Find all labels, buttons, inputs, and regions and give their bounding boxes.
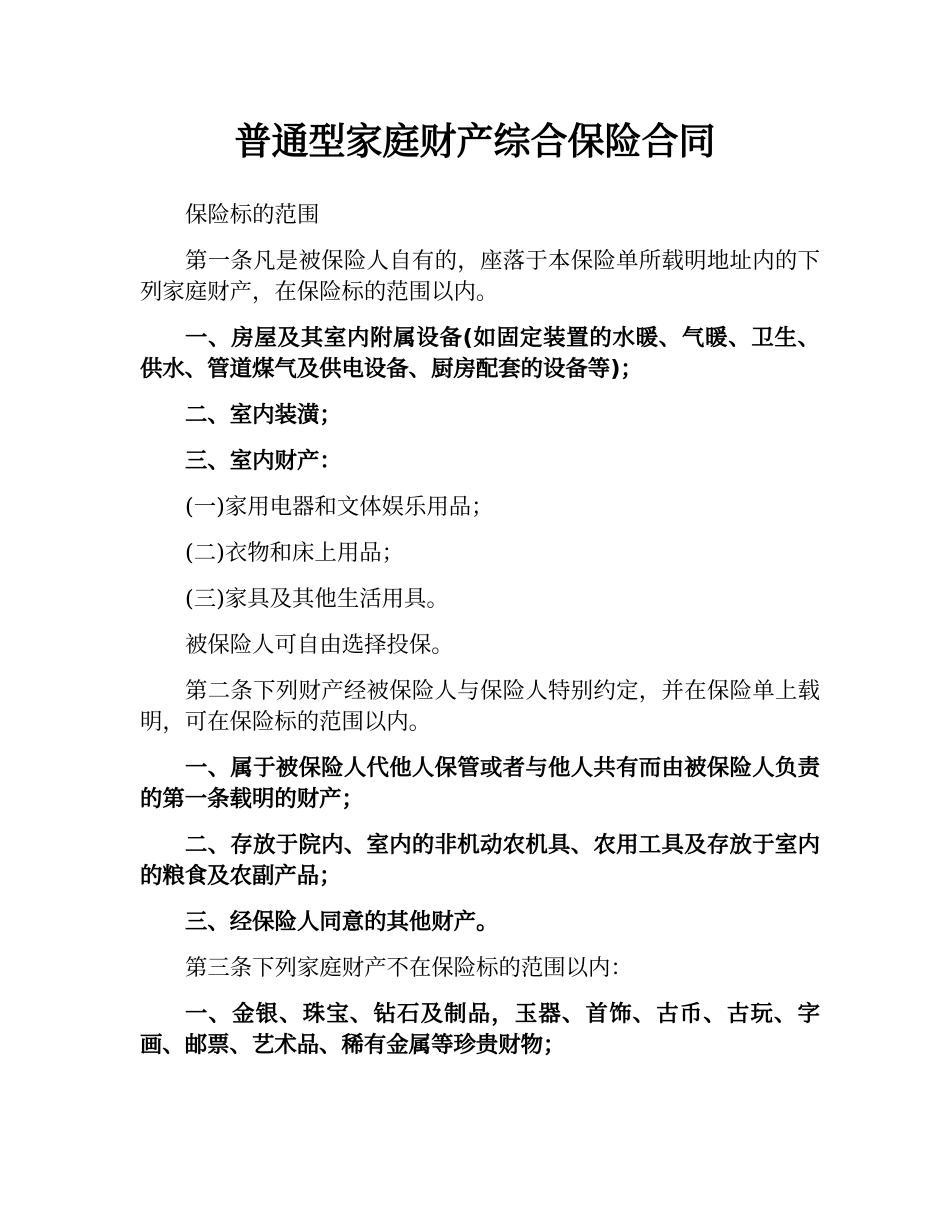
article-2-item-3: 三、经保险人同意的其他财产。 — [185, 909, 499, 935]
article-3: 第三条下列家庭财产不在保险标的范围以内： — [185, 955, 633, 981]
article-1: 第一条凡是被保险人自有的，座落于本保险单所载明地址内的下列家庭财产，在保险标的范围以内。 — [140, 248, 820, 305]
article-1-subitem-1: (一)家用电器和文体娱乐用品； — [185, 494, 494, 520]
article-1-note: 被保险人可自由选择投保。 — [185, 632, 454, 658]
document-body — [140, 200, 820, 1076]
article-1-item-1: 一、房屋及其室内附属设备(如固定装置的水暖、气暖、卫生、供水、管道煤气及供电设备、厨房配套的设备等)； — [140, 325, 820, 382]
article-1-item-2: 二、室内装潢； — [185, 402, 342, 428]
article-2-item-1: 一、属于被保险人代他人保管或者与他人共有而由被保险人负责的第一条载明的财产； — [140, 755, 820, 812]
section-heading-scope: 保险标的范围 — [185, 202, 320, 228]
article-2: 第二条下列财产经被保险人与保险人特别约定，并在保险单上载明，可在保险标的范围以内。 — [140, 678, 820, 735]
article-1-item-3: 三、室内财产： — [185, 448, 342, 474]
article-3-item-1: 一、金银、珠宝、钻石及制品，玉器、首饰、古币、古玩、字画、邮票、艺术品、稀有金属等珍贵财物； — [140, 1001, 820, 1058]
article-1-subitem-2: (二)衣物和床上用品； — [185, 540, 404, 566]
document-title: 普通型家庭财产综合保险合同 — [234, 120, 716, 163]
article-2-item-2: 二、存放于院内、室内的非机动农机具、农用工具及存放于室内的粮食及农副产品； — [140, 832, 820, 889]
article-1-subitem-3: (三)家具及其他生活用具。 — [185, 586, 449, 612]
